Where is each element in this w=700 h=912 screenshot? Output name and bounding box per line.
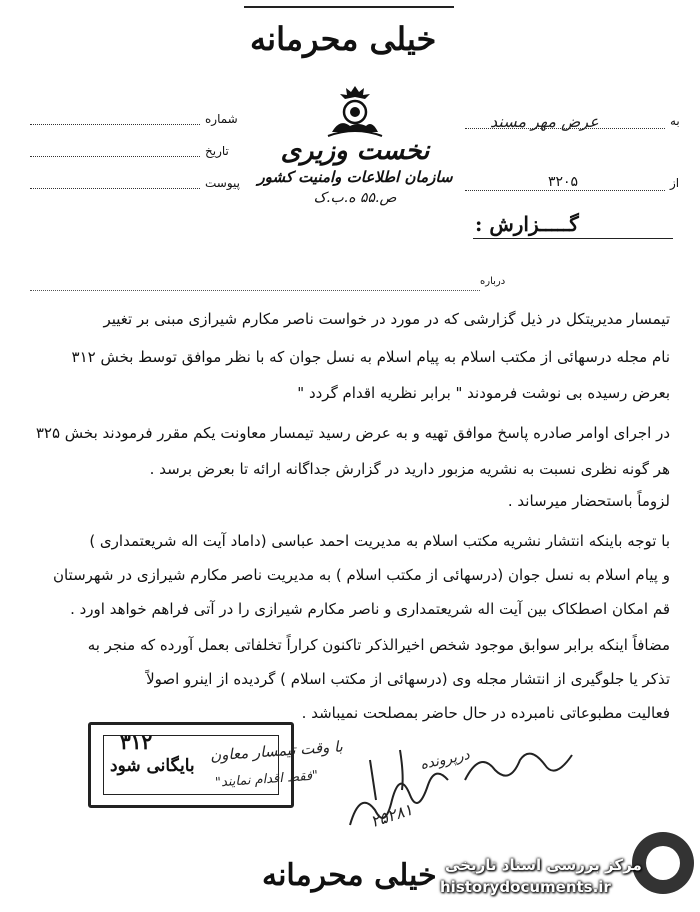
body-line: لزوماً باستحضار میرساند . (507, 492, 670, 510)
lion-and-sun-emblem-icon (320, 82, 390, 142)
signature-scribble-icon (330, 730, 470, 850)
date-field-line (30, 156, 200, 157)
header-subtitle: سازمان اطلاعات وامنیت کشور (257, 168, 453, 186)
body-line: قم امکان اصطکاک بین آیت اله شریعتمداری و ناصر مکارم شیرازی را در آتی فراهم خواهد اورد . (70, 600, 670, 618)
to-label: به (670, 114, 680, 128)
signature-scribble-icon (460, 740, 580, 790)
body-line: و پیام اسلام به نسل جوان (درسهائی از مکتب اسلام ) به مدیریت ناصر مکارم شیرازی در شهرستان (52, 566, 670, 584)
handwritten-note: درپرونده (418, 746, 472, 774)
bottom-confidential-stamp: خیلی محرمانه (262, 858, 437, 893)
archive-stamp-text: بایگانی شود (110, 756, 195, 776)
number-label: شماره (205, 112, 238, 126)
date-label: تاریخ (205, 144, 229, 158)
from-value: ۳۲۰۵ (548, 174, 579, 190)
handwritten-note: با وقت تیمسار معاون (209, 737, 344, 765)
top-confidential-stamp (250, 20, 436, 58)
body-line: در اجرای اوامر صادره پاسخ موافق تهیه و به عرض رسید تیمسار معاونت یکم مقرر فرمودند بخش ۳۲۵ (35, 424, 670, 442)
about-label: درباره (480, 276, 506, 287)
body-line: بعرض رسیده بی نوشت فرمودند " برابر نظریه اقدام گردد " (297, 384, 670, 402)
archive-stamp-number: ۳۱۲ (120, 730, 153, 754)
watermark-url: historydocuments.ir (440, 878, 611, 896)
body-line: تذکر یا جلوگیری از انتشار مجله وی (درسهائی از مکتب اسلام ) گردیده از اینرو اصولاً (146, 670, 670, 688)
from-label: از (670, 176, 680, 190)
body-line: هر گونه نظری نسبت به نشریه مزبور دارید در گزارش جداگانه ارائه تا بعرض برسد . (149, 460, 670, 478)
report-label: گـــــزارش : (475, 212, 579, 236)
body-line: نام مجله درسهائی از مکتب اسلام به پیام اسلام به نسل جوان که با نظر موافق توسط بخش ۳۱۲ (71, 348, 670, 366)
body-line: تیمسار مدیریتکل در ذیل گزارشی که در مورد در خواست ناصر مکارم شیرازی مبنی بر تغییر (103, 310, 670, 328)
from-field-line (465, 190, 665, 191)
attachment-field-line (30, 188, 200, 189)
stamp-frame-line (244, 6, 454, 30)
top-stamp-text: خیلی محرمانه (250, 20, 437, 58)
body-line: فعالیت مطبوعاتی نامبرده در حال حاضر بمصلحت نمیباشد . (301, 704, 670, 722)
handwritten-number: ۲۵۲۸۱ (368, 799, 415, 832)
body-line: مضافاً اینکه برابر سوابق موجود شخص اخیرالذکر تاکنون کراراً تخلفاتی بعمل آورده که منجر به (87, 636, 670, 654)
attachment-label: پیوست (205, 176, 240, 190)
header-title: نخست وزیری (280, 136, 430, 166)
handwritten-note: "فقط اقدام نمایند" (214, 768, 319, 791)
header-code: ص.۵۵ ه.ب.ک (313, 190, 397, 206)
watermark-org: مرکز بررسی اسناد تاریخی (445, 856, 642, 874)
number-field-line (30, 124, 200, 125)
report-underline (473, 238, 673, 239)
about-line (30, 290, 480, 291)
body-line: با توجه باینکه انتشار نشریه مکتب اسلام به مدیریت احمد عباسی (داماد آیت اله شریعتمداری ) (89, 532, 670, 550)
to-value: عرض مهر مسند (490, 112, 599, 131)
